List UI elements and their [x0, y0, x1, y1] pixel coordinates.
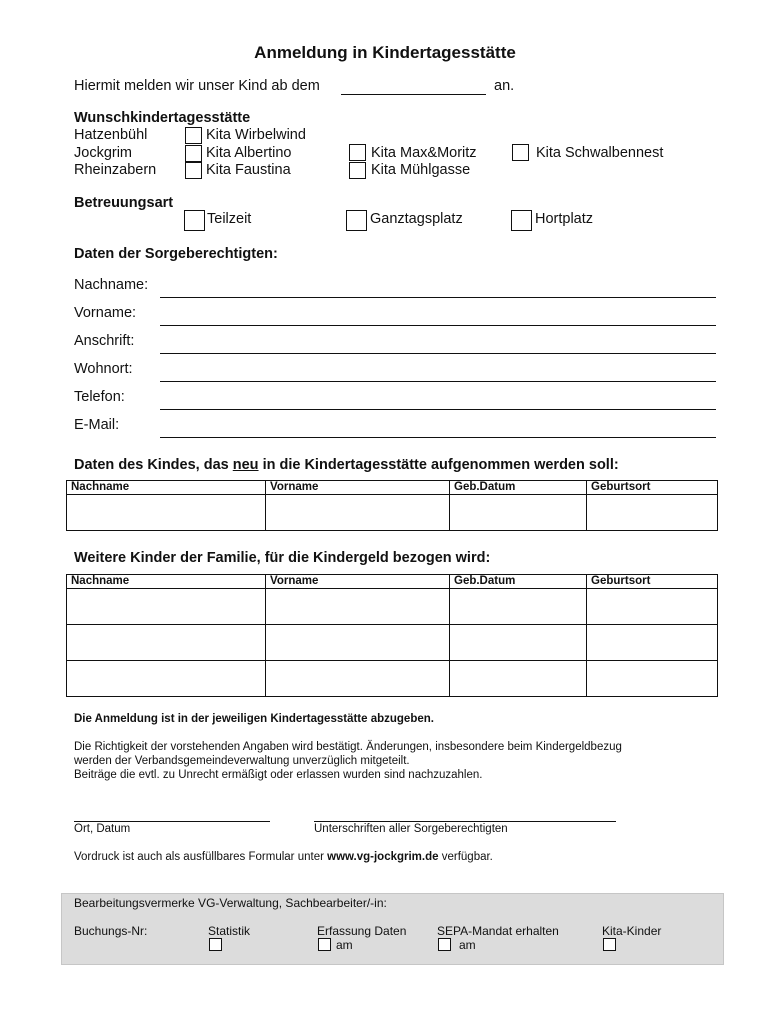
betreuung-heading: Betreuungsart — [74, 195, 174, 211]
cell-input[interactable] — [587, 625, 718, 661]
vordruck-pre: Vordruck ist auch als ausfüllbares Formular unter — [74, 851, 324, 863]
label-vorname: Vorname: — [74, 305, 137, 321]
buchung-label: Buchungs-Nr: — [74, 924, 148, 938]
column-header-geburtsort: Geburtsort — [587, 575, 718, 589]
kind-table — [66, 480, 718, 531]
checkbox-kita-faustina[interactable] — [185, 162, 202, 179]
checkbox-kita-schwalbennest[interactable] — [512, 144, 529, 161]
checkbox-kita-wirbelwind[interactable] — [185, 127, 202, 144]
field-wohnort[interactable] — [160, 381, 716, 382]
label-teilzeit: Teilzeit — [207, 211, 252, 227]
field-nachname[interactable] — [160, 297, 716, 298]
checkbox-kita-albertino[interactable] — [185, 145, 202, 162]
intro-suffix: an. — [494, 78, 515, 94]
label-hortplatz: Hortplatz — [535, 211, 594, 227]
kitakinder-label: Kita-Kinder — [602, 924, 662, 938]
cell-input[interactable] — [266, 589, 450, 625]
cell-input[interactable] — [587, 661, 718, 697]
column-header-geburtsort: Geburtsort — [587, 481, 718, 495]
cell-input[interactable] — [67, 589, 266, 625]
intro-text: Hiermit melden wir unser Kind ab dem — [74, 78, 320, 94]
sepa-am-label: am — [459, 938, 476, 952]
table-row — [67, 661, 718, 697]
confirmation-line-3: Beiträge die evtl. zu Unrecht ermäßigt oder erlassen wurden sind nachzuzahlen. — [74, 769, 483, 781]
cell-input[interactable] — [450, 495, 587, 531]
kind-heading — [74, 457, 619, 473]
cell-input[interactable] — [67, 661, 266, 697]
vordruck-post: verfügbar. — [441, 851, 493, 863]
label-nachname: Nachname: — [74, 277, 149, 293]
checkbox-kita-muehlgasse[interactable] — [349, 162, 366, 179]
label-kita-maxmoritz: Kita Max&Moritz — [371, 145, 477, 161]
cell-input[interactable] — [450, 625, 587, 661]
label-email: E-Mail: — [74, 417, 120, 433]
weitere-table — [66, 574, 718, 697]
column-header-nachname: Nachname — [67, 575, 266, 589]
label-anschrift: Anschrift: — [74, 333, 135, 349]
statistik-label: Statistik — [208, 924, 251, 938]
erfassung-am-label: am — [336, 938, 353, 952]
column-header-gebdatum: Geb.Datum — [450, 575, 587, 589]
vordruck-note — [74, 851, 493, 863]
website-link[interactable]: www.vg-jockgrim.de — [327, 851, 439, 863]
column-header-vorname: Vorname — [266, 481, 450, 495]
checkbox-sepa[interactable] — [438, 938, 451, 951]
table-row — [67, 625, 718, 661]
place-rheinzabern: Rheinzabern — [74, 162, 157, 178]
label-telefon: Telefon: — [74, 389, 125, 405]
confirmation-line-2: werden der Verbandsgemeindeverwaltung unverzüglich mitgeteilt. — [74, 755, 410, 767]
field-email[interactable] — [160, 437, 716, 438]
checkbox-kitakinder[interactable] — [603, 938, 616, 951]
column-header-vorname: Vorname — [266, 575, 450, 589]
submission-note: Die Anmeldung ist in der jeweiligen Kindertagesstätte abzugeben. — [74, 713, 434, 725]
cell-input[interactable] — [450, 589, 587, 625]
table-row — [67, 589, 718, 625]
cell-input[interactable] — [67, 495, 266, 531]
column-header-gebdatum: Geb.Datum — [450, 481, 587, 495]
checkbox-teilzeit[interactable] — [184, 210, 205, 231]
cell-input[interactable] — [266, 625, 450, 661]
label-ganztagsplatz: Ganztagsplatz — [370, 211, 463, 227]
cell-input[interactable] — [67, 625, 266, 661]
kind-heading-post: in die Kindertagesstätte aufgenommen werden soll: — [262, 457, 619, 473]
confirmation-line-1: Die Richtigkeit der vorstehenden Angaben wird bestätigt. Änderungen, insbesondere beim Kindergeldbezug — [74, 741, 622, 753]
erfassung-label: Erfassung Daten — [317, 924, 407, 938]
weitere-heading: Weitere Kinder der Familie, für die Kindergeld bezogen wird: — [74, 550, 491, 566]
label-kita-wirbelwind: Kita Wirbelwind — [206, 127, 306, 143]
checkbox-hortplatz[interactable] — [511, 210, 532, 231]
label-kita-muehlgasse: Kita Mühlgasse — [371, 162, 471, 178]
checkbox-statistik[interactable] — [209, 938, 222, 951]
field-anschrift[interactable] — [160, 353, 716, 354]
kind-heading-underlined: neu — [232, 457, 259, 473]
ort-datum-field[interactable] — [74, 821, 270, 822]
checkbox-ganztagsplatz[interactable] — [346, 210, 367, 231]
signature-field[interactable] — [314, 821, 616, 822]
cell-input[interactable] — [450, 661, 587, 697]
checkbox-kita-maxmoritz[interactable] — [349, 144, 366, 161]
cell-input[interactable] — [587, 589, 718, 625]
place-jockgrim: Jockgrim — [74, 145, 133, 161]
page-title: Anmeldung in Kindertagesstätte — [254, 43, 516, 62]
cell-input[interactable] — [587, 495, 718, 531]
sepa-label: SEPA-Mandat erhalten — [437, 924, 559, 938]
wunsch-heading: Wunschkindertagesstätte — [74, 110, 251, 126]
label-kita-faustina: Kita Faustina — [206, 162, 291, 178]
office-heading: Bearbeitungsvermerke VG-Verwaltung, Sachbearbeiter/-in: — [74, 896, 387, 910]
table-row — [67, 495, 718, 531]
cell-input[interactable] — [266, 495, 450, 531]
ort-datum-label: Ort, Datum — [74, 823, 131, 835]
place-hatzenbuehl: Hatzenbühl — [74, 127, 148, 143]
kind-heading-pre: Daten des Kindes, das — [74, 457, 229, 473]
signature-label: Unterschriften aller Sorgeberechtigten — [314, 823, 508, 835]
label-wohnort: Wohnort: — [74, 361, 133, 377]
checkbox-erfassung[interactable] — [318, 938, 331, 951]
cell-input[interactable] — [266, 661, 450, 697]
field-telefon[interactable] — [160, 409, 716, 410]
label-kita-schwalbennest: Kita Schwalbennest — [536, 145, 664, 161]
column-header-nachname: Nachname — [67, 481, 266, 495]
sorgeberechtigte-heading: Daten der Sorgeberechtigten: — [74, 246, 278, 262]
field-vorname[interactable] — [160, 325, 716, 326]
start-date-field[interactable] — [341, 94, 486, 95]
label-kita-albertino: Kita Albertino — [206, 145, 292, 161]
